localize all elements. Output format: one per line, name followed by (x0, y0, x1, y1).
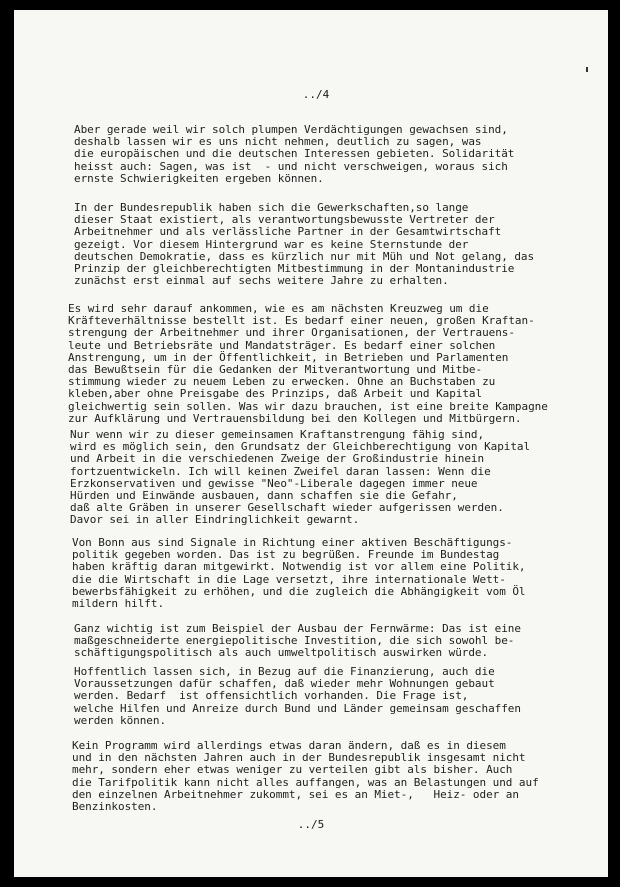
text-line: den einzelnen Arbeitnehmer zukommt, sei es an Miet-, Heiz- oder an (72, 787, 519, 801)
paragraph-8 (72, 740, 539, 813)
text-line: zur Aufklärung und Vertrauensbildung bei den Kollegen und Mitbürgern. (68, 411, 522, 425)
page-header-number: ../4 (302, 88, 330, 101)
text-line: gleichwertig sein sollen. Was wir dazu brauchen, ist eine breite Kampagne (68, 399, 548, 413)
paragraph-1 (74, 124, 514, 185)
paragraph-7 (74, 666, 521, 727)
text-line: mildern hilft. (72, 597, 165, 611)
text-line: Arbeitnehmer und als verlässliche Partner in der Gesamtwirtschaft (74, 225, 502, 239)
text-line: deutschen Demokratie, dass es kürzlich nur mit Müh und Not gelang, das (74, 249, 535, 263)
text-line: Benzinkosten. (72, 800, 158, 814)
text-line: Von Bonn aus sind Signale in Richtung einer aktiven Beschäftigungs- (72, 536, 513, 549)
text-line: schäftigungspolitisch als auch umweltpolitisch auswirken würde. (74, 646, 489, 660)
text-line: Kein Programm wird allerdings etwas daran ändern, daß es in diesem (72, 739, 506, 752)
paragraph-2 (74, 202, 534, 287)
paragraph-6 (74, 623, 521, 660)
text-line: und Arbeit in die verschiedenen Zweige der Großindustrie hinein (70, 452, 485, 466)
text-line: heisst auch: Sagen, was ist - und nicht verschweigen, woraus sich (74, 159, 508, 173)
text-line: werden. Bedarf ist offensichtlich vorhanden. Die Frage ist, (74, 689, 469, 703)
paragraph-4 (70, 429, 530, 527)
text-line: Aber gerade weil wir solch plumpen Verdächtigungen gewachsen sind, (74, 123, 508, 136)
text-line: und in den nächsten Jahren auch in der Bundesrepublik insgesamt nicht (72, 751, 526, 765)
text-line: Nur wenn wir zu dieser gemeinsamen Kraftanstrengung fähig sind, (70, 428, 485, 441)
text-line: In der Bundesrepublik haben sich die Gewerkschaften,so lange (74, 201, 469, 214)
text-line: fortzuentwickeln. Ich will keinen Zweifel daran lassen: Wenn die (70, 464, 491, 478)
text-line: dieser Staat existiert, als verantwortungsbewusste Vertreter der (74, 213, 495, 227)
text-line: haben kräftig daran mitgewirkt. Notwendig ist vor allem eine Politik, (72, 560, 526, 574)
text-line: kleben,aber ohne Preisgabe des Prinzips, daß Arbeit und Kapital (68, 387, 483, 401)
text-line: daß alte Gräben in unserer Gesellschaft wieder aufgerissen werden. (70, 501, 504, 515)
text-line: Prinzip der gleichberechtigten Mitbestimmung in der Montanindustrie (74, 262, 515, 276)
text-line: mehr, sondern eher etwas weniger zu verteilen gibt als bisher. Auch (72, 763, 513, 777)
page-footer-number: ../5 (297, 818, 325, 831)
text-line: wird es möglich sein, den Grundsatz der Gleichberechtigung von Kapital (70, 440, 531, 454)
text-line: Kräfteverhältnisse bestellt ist. Es bedarf einer neuen, großen Kraftan- (68, 314, 535, 328)
text-line: Hürden und Einwände ausbauen, dann schaffen sie die Gefahr, (70, 489, 458, 503)
text-line: Anstrengung, um in der Öffentlichkeit, in Betrieben und Parlamenten (68, 350, 509, 364)
text-line: Hoffentlich lassen sich, in Bezug auf die Finanzierung, auch die (74, 665, 495, 678)
text-line: politik gegeben worden. Das ist zu begrüßen. Freunde im Bundestag (72, 548, 500, 562)
text-line: deshalb lassen wir es uns nicht nehmen, deutlich zu sagen, was (74, 135, 482, 149)
text-line: strengung der Arbeitnehmer und ihrer Organisationen, der Vertrauens- (68, 326, 515, 340)
text-line: welche Hilfen und Anreize durch Bund und Länder gemeinsam geschaffen (74, 701, 521, 715)
scan-mark (586, 67, 588, 72)
text-line: zunächst erst einmal auf sechs weitere Jahre zu erhalten. (74, 274, 449, 288)
text-line: die Tarifpolitik kann nicht alles auffangen, was an Belastungen und auf (72, 775, 539, 789)
text-line: bewerbsfähigkeit zu erhöhen, und die zugleich die Abhängigkeit vom Öl (72, 584, 526, 598)
text-line: Davor sei in aller Eindringlichkeit gewarnt. (70, 513, 360, 527)
text-line: Voraussetzungen dafür schaffen, daß wieder mehr Wohnungen gebaut (74, 677, 495, 691)
document-page (14, 10, 608, 877)
text-line: leute und Betriebsräte und Mandatsträger. Es bedarf einer solchen (68, 338, 496, 352)
text-line: Ganz wichtig ist zum Beispiel der Ausbau der Fernwärme: Das ist eine (74, 622, 521, 635)
paragraph-3 (68, 303, 548, 425)
paragraph-5 (72, 537, 526, 610)
text-line: gezeigt. Vor diesem Hintergrund war es keine Sternstunde der (74, 237, 469, 251)
text-line: stimmung wieder zu neuem Leben zu erwecken. Ohne an Buchstaben zu (68, 375, 496, 389)
text-line: Erzkonservativen und gewisse "Neo"-Liberale dagegen immer neue (70, 476, 478, 490)
text-line: die europäischen und die deutschen Interessen gebieten. Solidarität (74, 147, 515, 161)
text-line: werden können. (74, 713, 167, 727)
text-line: maßgeschneiderte energiepolitische Investition, die sich sowohl be- (74, 634, 515, 648)
text-line: ernste Schwierigkeiten ergeben können. (74, 171, 324, 185)
text-line: Es wird sehr darauf ankommen, wie es am nächsten Kreuzweg um die (68, 302, 489, 315)
text-line: das Bewußtsein für die Gedanken der Mitverantwortung und Mitbe- (68, 363, 483, 377)
text-line: die die Wirtschaft in die Lage versetzt, ihre internationale Wett- (72, 572, 506, 586)
